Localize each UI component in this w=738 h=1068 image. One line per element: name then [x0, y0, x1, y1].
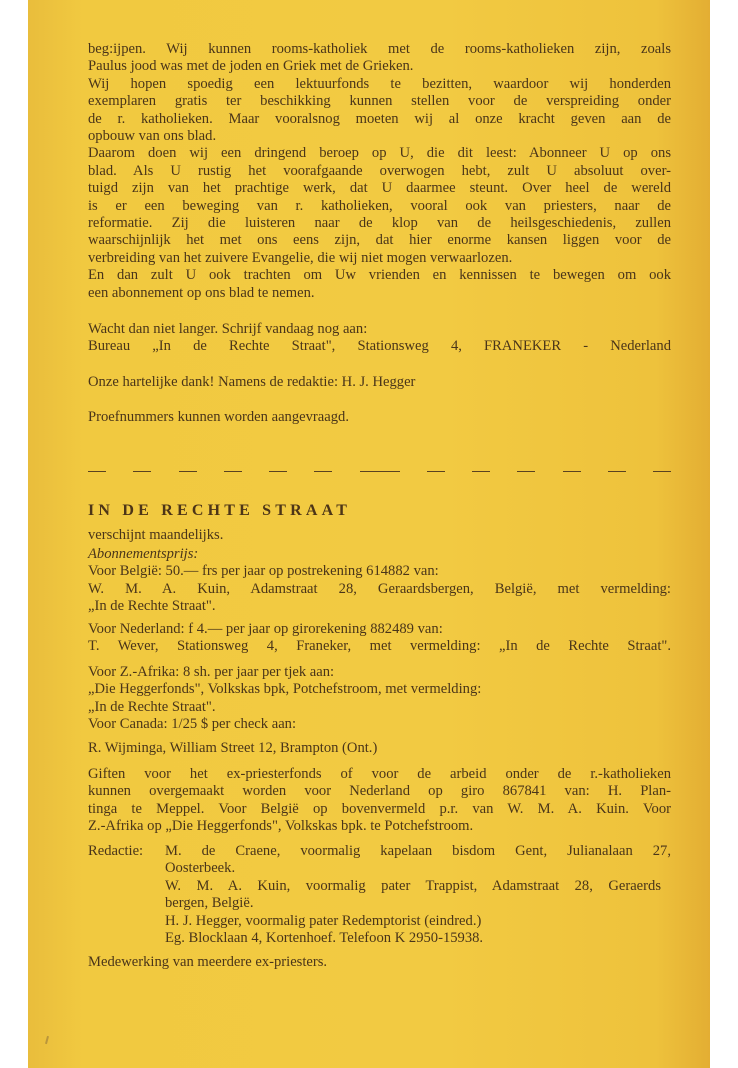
- frequency-block: [88, 527, 671, 544]
- samples-text: [88, 409, 671, 426]
- thanks-text: [88, 374, 671, 391]
- editor-line: M. de Craene, voormalig kapelaan bisdom Gent, Julianalaan 27,: [165, 843, 671, 859]
- text-line: Giften voor het ex-priesterfonds of voor de arbeid onder de r.-katholieken: [88, 766, 671, 782]
- contributors-text: Medewerking van meerdere ex-priesters.: [88, 954, 328, 970]
- text-line: Voor België: 50.— frs per jaar op postrekening 614882 van:: [88, 563, 439, 580]
- text-line: T. Wever, Stationsweg 4, Franeker, met vermelding: „In de Rechte Straat".: [88, 638, 671, 655]
- colophon-title-block: [88, 502, 671, 519]
- text-line: „Die Heggerfonds", Volkskas bpk, Potchefstroom, met vermelding:: [88, 681, 482, 698]
- text-line: Voor Canada: 1/25 $ per check aan:: [88, 716, 297, 733]
- text-line: exemplaren gratis ter beschikking kunnen stellen voor de verspreiding onder: [88, 93, 671, 110]
- text-line: tinga te Meppel. Voor België op bovenvermeld p.r. van W. M. A. Kuin. Voor: [88, 800, 671, 817]
- text-line: kunnen overgemaakt worden voor Nederland op giro 867841 van: H. Plan-: [88, 783, 671, 800]
- text-line: „In de Rechte Straat".: [88, 598, 216, 615]
- text-line: tuigd zijn van het prachtige werk, dat U daarmee steunt. Over heel de wereld: [88, 180, 671, 197]
- text-line: verbreiding van het zuivere Evangelie, die wij niet mogen verwaarlozen.: [88, 249, 513, 266]
- subscription-heading: Abonnementsprijs:: [88, 546, 199, 562]
- text-line: opbouw van ons blad.: [88, 128, 217, 145]
- dashed-separator: [88, 471, 671, 472]
- editor-line: H. J. Hegger, voormalig pater Redemptorist (eindred.): [165, 912, 482, 929]
- samples-line: Proefnummers kunnen worden aangevraagd.: [88, 409, 349, 425]
- text-line: blad. Als U rustig het voorafgaande overwogen hebt, zult U absoluut over-: [88, 162, 671, 179]
- editor-line: Eg. Blocklaan 4, Kortenhoef. Telefoon K 2950-15938.: [165, 930, 484, 947]
- contributors-block: [88, 954, 671, 971]
- netherlands-block: [88, 621, 671, 656]
- write-now-block: [88, 321, 671, 356]
- document-page: [28, 0, 710, 1068]
- gifts-block: [88, 766, 671, 836]
- frequency-text: verschijnt maandelijks.: [88, 527, 224, 543]
- editor-line: W. M. A. Kuin, voormalig pater Trappist, Adamstraat 28, Geraerds: [165, 877, 661, 894]
- appeal-text: [88, 41, 671, 302]
- write-now-text: Wacht dan niet langer. Schrijf vandaag nog aan:: [88, 321, 368, 337]
- editors-block: [88, 843, 671, 947]
- canada-block: [88, 740, 671, 757]
- south-africa-block: [88, 664, 671, 734]
- text-line: R. Wijminga, William Street 12, Brampton (Ont.): [88, 740, 378, 756]
- text-line: W. M. A. Kuin, Adamstraat 28, Geraardsbergen, België, met vermelding:: [88, 580, 671, 597]
- text-line: beg:ijpen. Wij kunnen rooms-katholiek met de rooms-katholieken zijn, zoals: [88, 41, 671, 57]
- text-line: reformatie. Zij die luisteren naar de klop van de heilsgeschiedenis, zullen: [88, 215, 671, 232]
- text-line: Voor Nederland: f 4.— per jaar op girorekening 882489 van:: [88, 621, 443, 637]
- text-line: Wij hopen spoedig een lektuurfonds te bezitten, waardoor wij honderden: [88, 75, 671, 92]
- editors-label: Redactie:: [88, 843, 144, 859]
- editor-line: bergen, België.: [165, 895, 254, 912]
- text-line: Z.-Afrika op „Die Heggerfonds", Volkskas bpk. te Potchefstroom.: [88, 818, 474, 835]
- text-line: is er een beweging van r. katholieken, vooral ook van priesters, naar de: [88, 197, 671, 214]
- text-line: een abonnement op ons blad te nemen.: [88, 284, 315, 301]
- text-line: waarschijnlijk het met ons eens zijn, dat hier enorme kansen liggen voor de: [88, 232, 671, 249]
- text-line: de r. katholieken. Maar vooralsnog moeten wij al onze kracht geven aan de: [88, 110, 671, 127]
- subscription-block: [88, 546, 671, 616]
- text-line: Daarom doen wij een dringend beroep op U, die dit leest: Abonneer U op ons: [88, 145, 671, 162]
- thanks-line: Onze hartelijke dank! Namens de redaktie: H. J. Hegger: [88, 374, 416, 390]
- bureau-address: Bureau „In de Rechte Straat", Stationsweg 4, FRANEKER - Nederland: [88, 338, 671, 355]
- text-line: „In de Rechte Straat".: [88, 698, 216, 715]
- paper-speck: [45, 1036, 49, 1044]
- publication-title: IN DE RECHTE STRAAT: [88, 502, 352, 519]
- text-line: Paulus jood was met de joden en Griek met de Grieken.: [88, 58, 414, 75]
- text-line: Voor Z.-Afrika: 8 sh. per jaar per tjek aan:: [88, 664, 335, 680]
- editor-line: Oosterbeek.: [165, 860, 236, 877]
- text-line: En dan zult U ook trachten om Uw vrienden en kennissen te bewegen om ook: [88, 267, 671, 284]
